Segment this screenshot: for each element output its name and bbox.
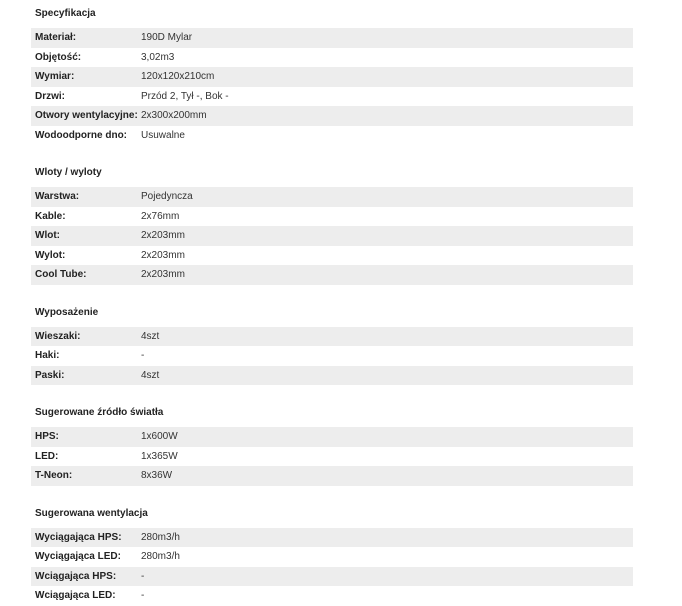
spec-row bbox=[31, 87, 633, 107]
spec-key: Wciągająca LED: bbox=[35, 590, 116, 601]
section-gap bbox=[31, 385, 633, 399]
spec-value: 1x365W bbox=[141, 450, 178, 462]
spec-row bbox=[31, 327, 633, 347]
spec-row bbox=[31, 547, 633, 567]
spec-row bbox=[31, 427, 633, 447]
spec-value: - bbox=[141, 590, 145, 601]
spec-row bbox=[31, 126, 633, 146]
spec-key: Wieszaki: bbox=[35, 330, 81, 342]
spec-row bbox=[31, 187, 633, 207]
section-gap bbox=[31, 486, 633, 500]
spec-key: Wlot: bbox=[35, 230, 60, 241]
spec-key: LED: bbox=[35, 450, 59, 462]
spec-key: T-Neon: bbox=[35, 470, 73, 481]
spec-key: HPS: bbox=[35, 431, 59, 442]
spec-value: 120x120x210cm bbox=[141, 71, 215, 82]
spec-row bbox=[31, 67, 633, 87]
spec-row bbox=[31, 346, 633, 366]
spec-value: 2x300x200mm bbox=[141, 110, 207, 121]
spec-key: Wciągająca HPS: bbox=[35, 570, 117, 582]
spec-key: Wodoodporne dno: bbox=[35, 129, 128, 141]
spec-value: - bbox=[141, 570, 145, 582]
spec-sections bbox=[31, 0, 633, 606]
spec-key: Kable: bbox=[35, 210, 66, 222]
spec-value: 2x76mm bbox=[141, 210, 180, 222]
spec-row bbox=[31, 246, 633, 266]
spec-section bbox=[31, 500, 633, 606]
section-title: Sugerowane źródło światła bbox=[35, 407, 164, 418]
spec-key: Wymiar: bbox=[35, 71, 75, 82]
spec-value: 8x36W bbox=[141, 470, 173, 481]
spec-value: 1x600W bbox=[141, 431, 178, 442]
spec-value: 4szt bbox=[141, 369, 160, 381]
spec-key: Cool Tube: bbox=[35, 269, 87, 280]
section-title: Wloty / wyloty bbox=[35, 167, 102, 178]
spec-key: Objętość: bbox=[35, 51, 82, 63]
section-title: Specyfikacja bbox=[35, 8, 96, 19]
spec-section bbox=[31, 0, 633, 145]
section-title: Wyposażenie bbox=[35, 306, 99, 318]
spec-section bbox=[31, 299, 633, 386]
spec-row bbox=[31, 528, 633, 548]
spec-key: Materiał: bbox=[35, 32, 77, 43]
spec-value: 280m3/h bbox=[141, 551, 180, 562]
spec-row bbox=[31, 48, 633, 68]
spec-row bbox=[31, 366, 633, 386]
spec-row bbox=[31, 447, 633, 467]
spec-row bbox=[31, 586, 633, 606]
spec-key: Wylot: bbox=[35, 249, 66, 261]
spec-value: Przód 2, Tył -, Bok - bbox=[141, 90, 229, 102]
spec-value: 2x203mm bbox=[141, 249, 185, 261]
spec-value: 190D Mylar bbox=[141, 32, 193, 43]
spec-key: Warstwa: bbox=[35, 191, 80, 202]
spec-key: Paski: bbox=[35, 369, 65, 381]
spec-section bbox=[31, 159, 633, 285]
spec-key: Drzwi: bbox=[35, 90, 65, 102]
section-gap bbox=[31, 145, 633, 159]
section-gap bbox=[31, 285, 633, 299]
spec-value: Usuwalne bbox=[141, 129, 185, 141]
spec-row bbox=[31, 466, 633, 486]
section-title: Sugerowana wentylacja bbox=[35, 507, 148, 519]
spec-key: Wyciągająca HPS: bbox=[35, 531, 122, 543]
spec-row bbox=[31, 567, 633, 587]
spec-value: 3,02m3 bbox=[141, 51, 175, 63]
spec-row bbox=[31, 226, 633, 246]
spec-key: Wyciągająca LED: bbox=[35, 551, 121, 562]
spec-value: 4szt bbox=[141, 330, 160, 342]
spec-value: 2x203mm bbox=[141, 269, 185, 280]
spec-row bbox=[31, 28, 633, 48]
spec-row bbox=[31, 106, 633, 126]
spec-section bbox=[31, 399, 633, 486]
spec-value: - bbox=[141, 350, 145, 361]
spec-value: 2x203mm bbox=[141, 230, 185, 241]
spec-row bbox=[31, 207, 633, 227]
spec-value: 280m3/h bbox=[141, 531, 180, 543]
spec-key: Haki: bbox=[35, 350, 60, 361]
spec-row bbox=[31, 265, 633, 285]
spec-key: Otwory wentylacyjne: bbox=[35, 110, 138, 121]
spec-value: Pojedyncza bbox=[141, 191, 193, 202]
